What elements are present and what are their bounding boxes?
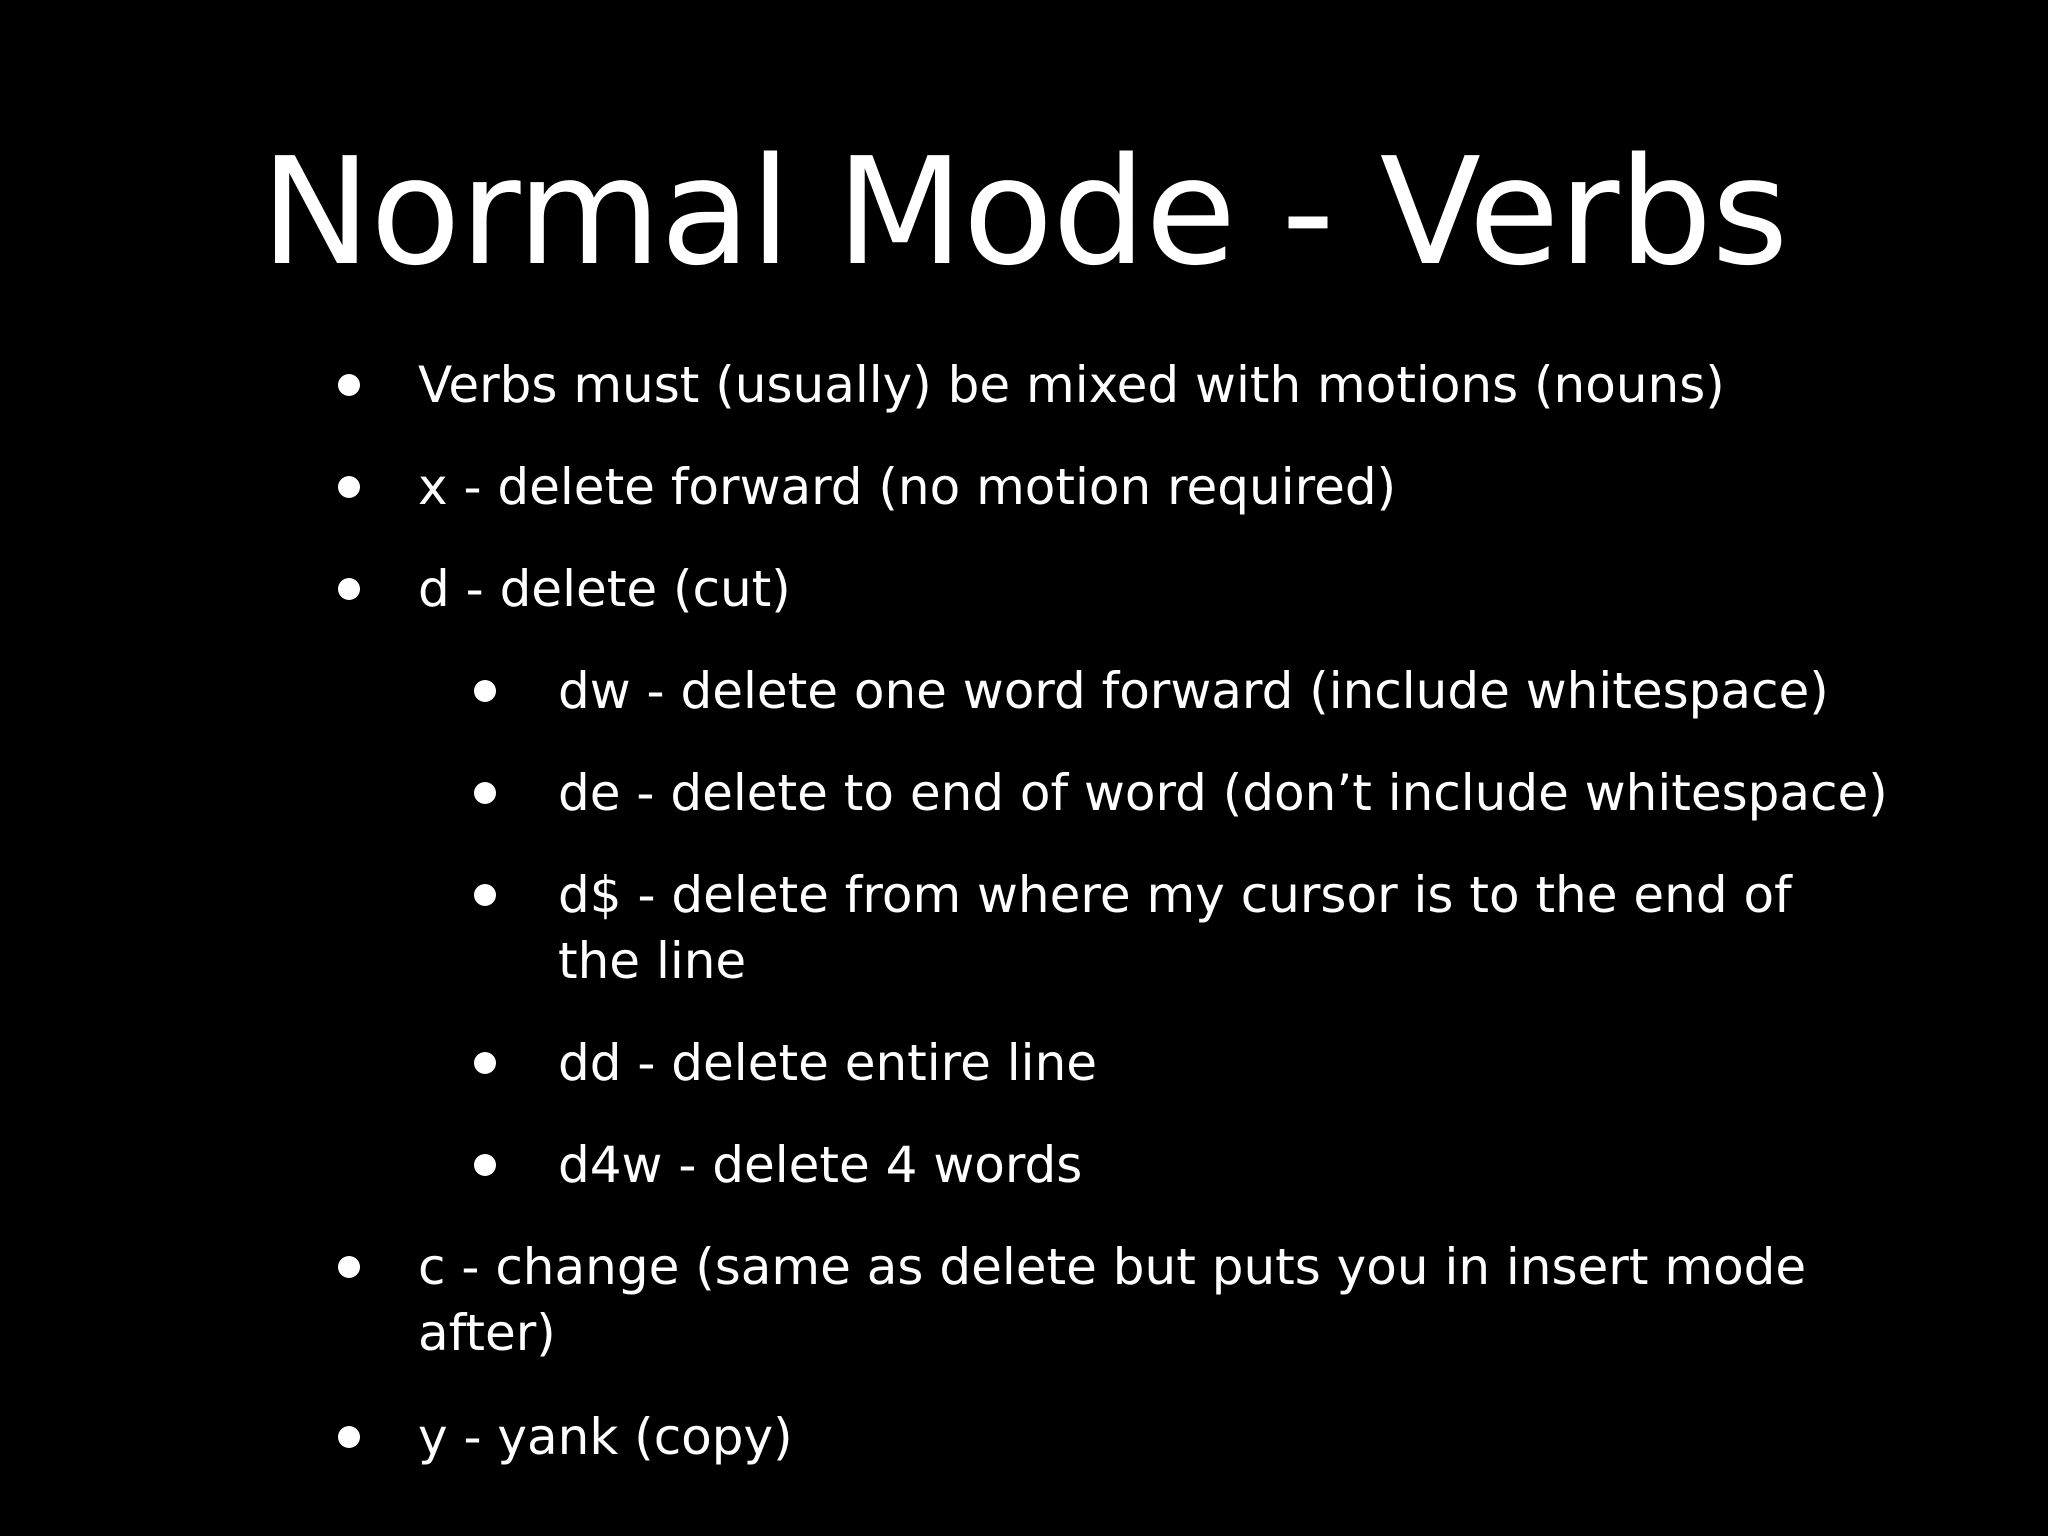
bullet-text: x - delete forward (no motion required): [418, 458, 1397, 516]
bullet-text: y - yank (copy): [418, 1408, 793, 1466]
bullet-dot-icon: [338, 374, 360, 396]
bullet-text: dd - delete entire line: [558, 1034, 1098, 1092]
sub-bullet-item: [558, 658, 1829, 724]
sub-bullet-item: [558, 1030, 1097, 1096]
bullet-item: [418, 454, 1396, 520]
bullet-dot-icon: [338, 1426, 360, 1448]
bullet-item: [418, 1234, 1806, 1366]
bullet-text-continuation: the line: [558, 932, 747, 990]
bullet-item: [418, 1404, 793, 1470]
sub-bullet-item: [558, 1132, 1082, 1198]
bullet-text: c - change (same as delete but puts you in insert mode: [418, 1238, 1807, 1296]
bullet-text: dw - delete one word forward (include whitespace): [558, 662, 1829, 720]
bullet-dot-icon: [338, 1256, 360, 1278]
bullet-text-continuation: after): [418, 1304, 556, 1362]
bullet-text: d$ - delete from where my cursor is to the end of: [558, 866, 1792, 924]
bullet-dot-icon: [474, 680, 496, 702]
bullet-dot-icon: [338, 578, 360, 600]
bullet-text: d4w - delete 4 words: [558, 1136, 1083, 1194]
bullet-dot-icon: [474, 884, 496, 906]
bullet-text: de - delete to end of word (don’t include whitespace): [558, 764, 1888, 822]
bullet-dot-icon: [338, 476, 360, 498]
bullet-dot-icon: [474, 782, 496, 804]
sub-bullet-item: [558, 862, 1792, 994]
slide-title: Normal Mode - Verbs: [260, 126, 1788, 298]
bullet-dot-icon: [474, 1154, 496, 1176]
bullet-text: Verbs must (usually) be mixed with motions (nouns): [418, 356, 1725, 414]
bullet-item: [418, 352, 1725, 418]
bullet-text: d - delete (cut): [418, 560, 791, 618]
bullet-item: [418, 556, 791, 622]
bullet-dot-icon: [474, 1052, 496, 1074]
sub-bullet-item: [558, 760, 1888, 826]
